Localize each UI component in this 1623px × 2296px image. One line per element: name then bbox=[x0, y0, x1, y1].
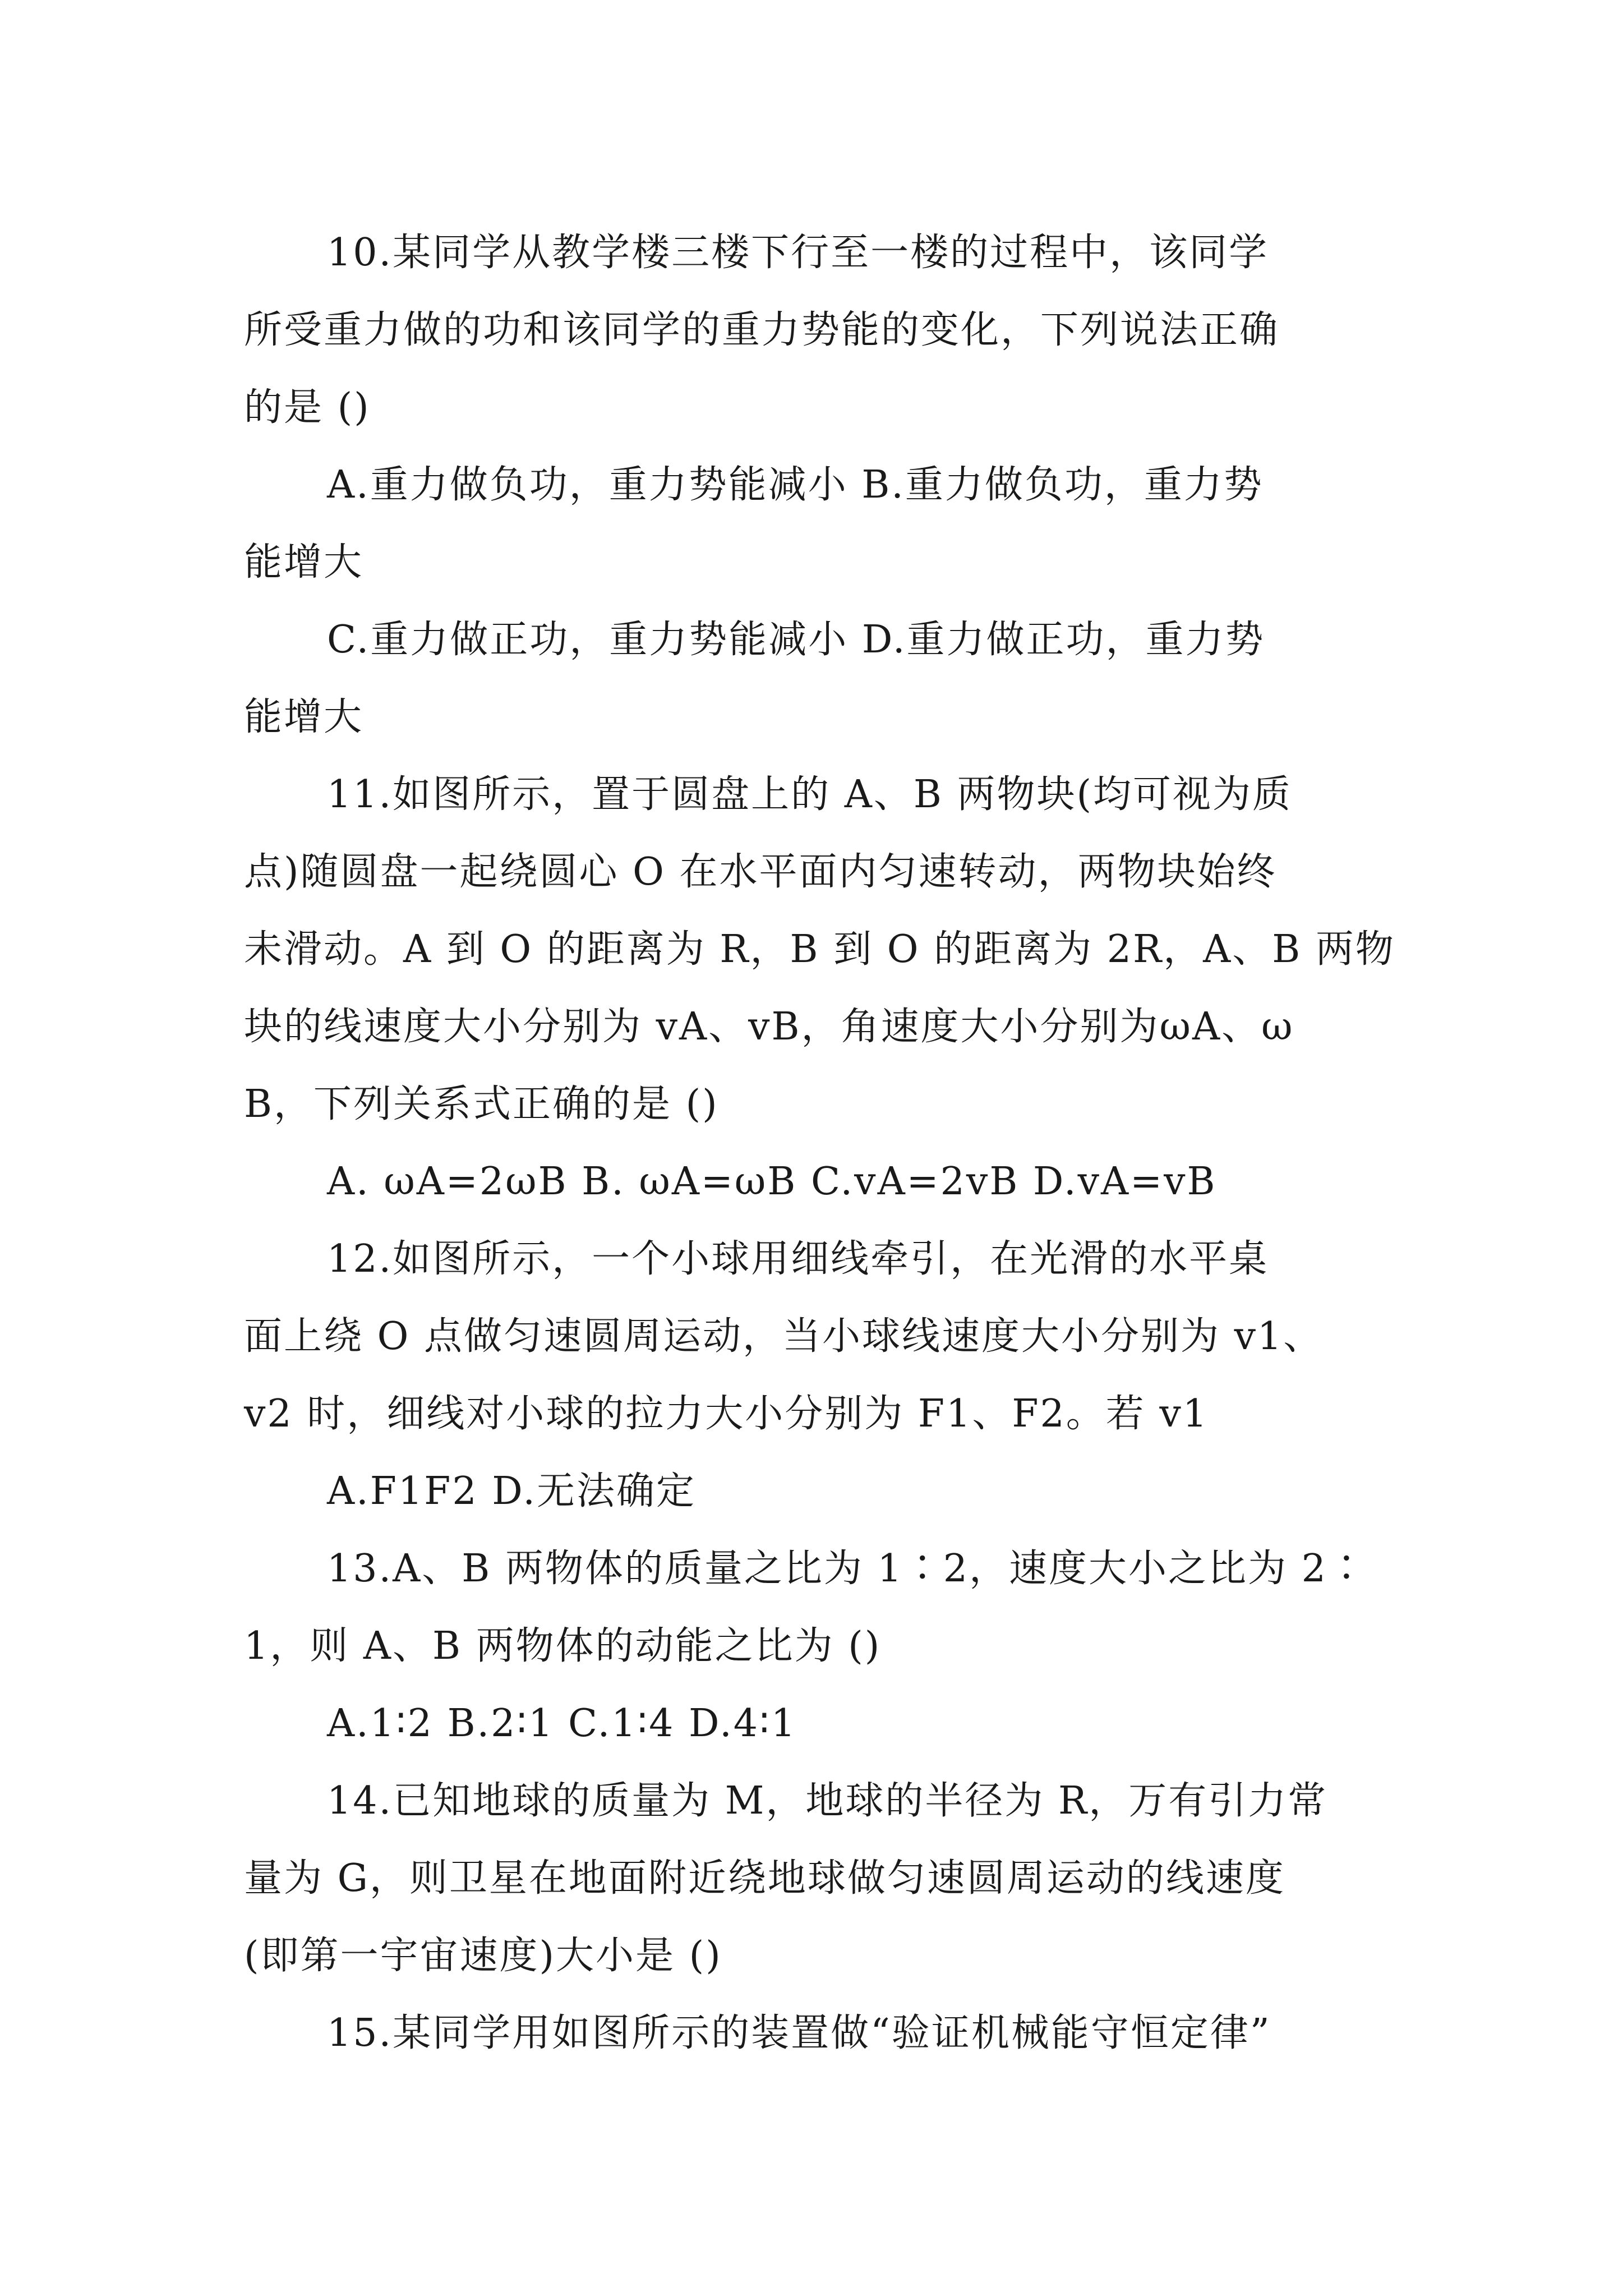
text-line: A.F1F2 D.无法确定 bbox=[327, 1469, 696, 1513]
text-line: 15.某同学用如图所示的装置做“验证机械能守恒定律” bbox=[327, 2011, 1271, 2055]
text-line: 所受重力做的功和该同学的重力势能的变化，下列说法正确 bbox=[244, 308, 1280, 352]
text-line: 面上绕 O 点做匀速圆周运动，当小球线速度大小分别为 v1、 bbox=[244, 1314, 1324, 1359]
text-line: A.重力做负功，重力势能减小 B.重力做负功，重力势 bbox=[327, 463, 1264, 507]
text-line: 14.已知地球的质量为 M，地球的半径为 R，万有引力常 bbox=[327, 1779, 1328, 1823]
text-line: 12.如图所示，一个小球用细线牵引，在光滑的水平桌 bbox=[327, 1237, 1269, 1281]
text-line: 13.A、B 两物体的质量之比为 1∶2，速度大小之比为 2∶ bbox=[327, 1547, 1367, 1591]
text-line: 10.某同学从教学楼三楼下行至一楼的过程中，该同学 bbox=[327, 231, 1269, 275]
text-line: 11.如图所示，置于圆盘上的 A、B 两物块(均可视为质 bbox=[327, 772, 1292, 817]
text-line: (即第一宇宙速度)大小是 () bbox=[244, 1934, 722, 1978]
text-line: 能增大 bbox=[244, 540, 364, 585]
document-body bbox=[244, 214, 1410, 2072]
text-line: 块的线速度大小分别为 vA、vB，角速度大小分别为ωA、ω bbox=[244, 1005, 1294, 1049]
text-line: 点)随圆盘一起绕圆心 O 在水平面内匀速转动，两物块始终 bbox=[244, 850, 1277, 894]
text-line: v2 时，细线对小球的拉力大小分别为 F1、F2。若 v1 bbox=[244, 1392, 1209, 1436]
text-line: C.重力做正功，重力势能减小 D.重力做正功，重力势 bbox=[327, 618, 1265, 662]
text-line: 量为 G，则卫星在地面附近绕地球做匀速圆周运动的线速度 bbox=[244, 1856, 1285, 1901]
text-line: 1，则 A、B 两物体的动能之比为 () bbox=[244, 1624, 882, 1668]
text-line: B，下列关系式正确的是 () bbox=[244, 1082, 719, 1126]
text-line: 未滑动。A 到 O 的距离为 R，B 到 O 的距离为 2R，A、B 两物 bbox=[244, 927, 1395, 972]
text-line: A.1∶2 B.2∶1 C.1∶4 D.4∶1 bbox=[327, 1701, 797, 1746]
text-line: 的是 () bbox=[244, 385, 371, 430]
text-line: A. ωA=2ωB B. ωA=ωB C.vA=2vB D.vA=vB bbox=[327, 1159, 1217, 1204]
text-line: 能增大 bbox=[244, 695, 364, 739]
